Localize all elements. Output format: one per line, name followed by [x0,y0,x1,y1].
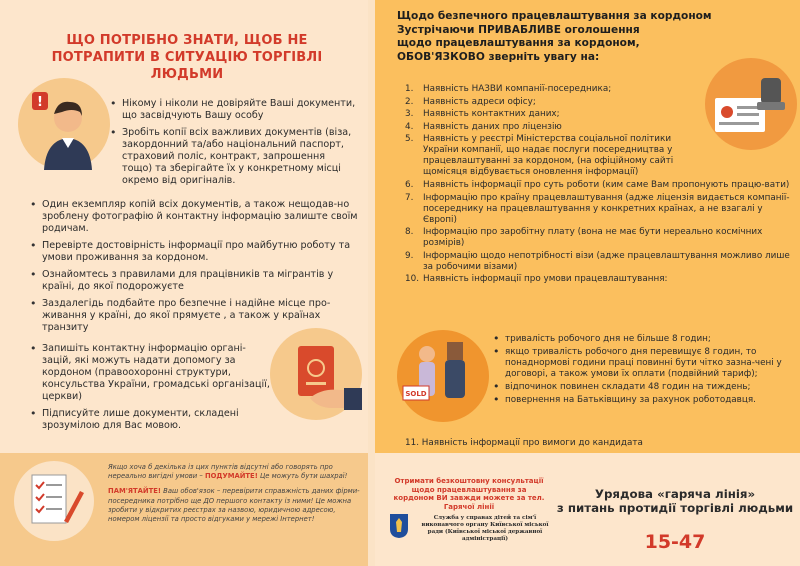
list-item [405,227,795,249]
warning-think: ПОДУМАЙТЕ! [204,472,258,481]
list-item [405,97,795,108]
hotline-title [555,487,795,515]
sold-sign-text: SOLD [405,390,427,398]
left-panel [0,0,368,453]
checklist-pen-icon [14,461,94,541]
list-item [405,251,795,273]
right-panel [375,0,800,453]
person-illustration [18,78,110,170]
list-item: • Заздалегідь подбайте про безпечне і надійне місце про-живання у країні, до якої прямуєте , а також у країнах транзиту [30,298,360,334]
list-item [405,84,795,95]
heading-line: щодо працевлаштування за кордоном, [397,37,640,49]
item-number: 3. [405,109,414,120]
checklist-item-11: 11. Наявність інформації про вимоги до кандидата [405,438,643,448]
heading-line: Щодо безпечного працевлаштування за кордоном [397,10,712,22]
item-number: 4. [405,121,414,132]
list-item: • Ознайомтесь з правилами для працівників та мігрантів у країні, до якої подорожуєте [30,269,360,293]
hotline-title-line: з питань протидії торгівлі людьми [556,501,794,515]
item-text: Наявність адреси офісу; [423,96,536,107]
warning-panel [0,453,368,566]
passport-hand-icon [270,328,362,420]
item-number: 7. [405,192,414,203]
warning-suffix: Це можуть бути шахраї! [257,472,348,481]
list-item: • Підписуйте лише документи, складені зрозумілою для Вас мовою. [30,408,270,432]
item-text: Наявність у реєстрі Міністерства соціальної політики України компанії, що надає послуги посередництва у працевлаштуванні за кордоном, (на офіційному сайті щомісяця відбувається оновлення інформації) [423,134,674,178]
sold-people-icon [397,330,489,422]
list-item: • повернення на Батьківщину за рахунок роботодавця. [493,395,789,406]
kyiv-crest-icon [389,513,409,539]
left-title: ЩО ПОТРІБНО ЗНАТИ, ЩОБ НЕ ПОТРАПИТИ В СИТУАЦІЮ ТОРГІВЛІ ЛЮДЬМИ [51,33,323,82]
item-text: Інформацію про заробітну плату (вона не має бути нереально космічних розмірів) [423,227,763,249]
heading-line: Зустрічаючи ПРИВАБЛИВЕ оголошення [397,23,640,36]
conditions-list [493,334,789,408]
list-item: • відпочинок повинен складати 48 годин на тиждень; [493,382,789,393]
remember-label: ПАМ'ЯТАЙТЕ! [108,487,161,496]
item-text: Інформацію щодо непотрібності візи (адже працевлаштування можливо лише за робочими візами) [423,250,790,272]
list-item: • Нікому і ніколи не довіряйте Ваші документи, що засвідчують Вашу особу [110,98,358,122]
item-text: Наявність НАЗВИ компанії-посередника; [423,84,612,94]
trafficking-illustration [397,330,489,422]
heading-line: ОБОВ'ЯЗКОВО зверніть увагу на: [397,50,600,63]
item-text: Інформацію про країну працевлаштування (адже ліцензія видається компанії-посереднику на працевлаштування у конкретних країнах, а не взагалі у Європі) [423,192,790,225]
hotline-title-line: Урядова «гаряча лінія» [594,487,756,501]
hotline-number: 15-47 [644,531,706,553]
checklist [405,84,795,287]
list-item [405,193,795,226]
bullet-list-middle [30,199,360,339]
item-number: 8. [405,227,414,238]
exclamation-text: ! [37,95,43,110]
bullet-list-top [110,98,358,192]
item-number: 2. [405,96,414,107]
list-item: • Зробіть копії всіх важливих документів (віза, закордонний та/або національний паспорт, страховий поліс, контракт, запрошення тощо) та зберігайте їх у конкретному місці окремо від оригіналів. [110,127,358,187]
list-item: • тривалість робочого дня не більше 8 годин; [493,334,789,345]
item-number: 1. [405,84,414,94]
remember-text: Ваш обов'язок – перевірити справжність даних фірми-посередника потрібно ще ДО першого контакту із ними! Це можна зробити у відкритих реєстрах за назвою, юридичною адресою, номером ліцензії та просто відгуками у мережі Інтернет! [108,487,360,524]
list-item [405,274,795,285]
list-item [405,134,795,178]
item-number: 9. [405,250,414,261]
item-text: Наявність контактних даних; [423,109,560,120]
bullet-list-bottom [30,343,270,437]
item-number: 10. [405,274,419,285]
remember-paragraph [108,487,363,524]
item-text: Наявність даних про ліцензію [423,121,562,132]
right-heading [397,10,727,64]
list-item [405,109,795,120]
list-item: • Один екземпляр копій всіх документів, а також нещодав-но зроблену фотографію й контактну інформацію залиште своїм родичам. [30,199,360,235]
hotline-panel [375,453,800,566]
warning-text [108,463,363,524]
list-item: • якщо тривалість робочого дня перевищує 8 годин, то понаднормові години праці повинні бути чітко зазна-чені у договорі, а також умови їх оплати (подвійний тариф); [493,347,789,380]
list-item: • Перевірте достовірність інформації про майбутню роботу та умови проживання за кордоном. [30,240,360,264]
list-item [405,180,795,191]
passport-illustration [270,328,362,420]
warning-paragraph [108,463,363,481]
organization-name: Служба у справах дітей та сім'ї виконавчого органу Київської міської ради (Київської міської державної адміністрації) [421,515,549,542]
list-item [405,122,795,133]
worried-person-icon [18,78,110,170]
item-text: Наявність інформації про суть роботи (ким саме Вам пропонують працю-вати) [423,179,790,190]
item-number: 5. [405,134,414,145]
item-text: Наявність інформації про умови працевлаштування: [423,274,668,285]
list-item: • Запишіть контактну інформацію органі-зацій, які можуть надати допомогу за кордоном (правоохоронні структури, консульства України, громадські організації, церкви) [30,343,270,403]
item-number: 6. [405,179,414,190]
checklist-illustration [14,461,94,541]
warning-prefix: Якщо хоча б декілька із цих пунктів відсутні або говорять про нереально вигідні умови – [108,463,333,481]
consultation-text: Отримати безкоштовну консультації щодо працевлаштування за кордоном ВИ завжди можете за тел. Гарячої лінії [393,477,545,511]
